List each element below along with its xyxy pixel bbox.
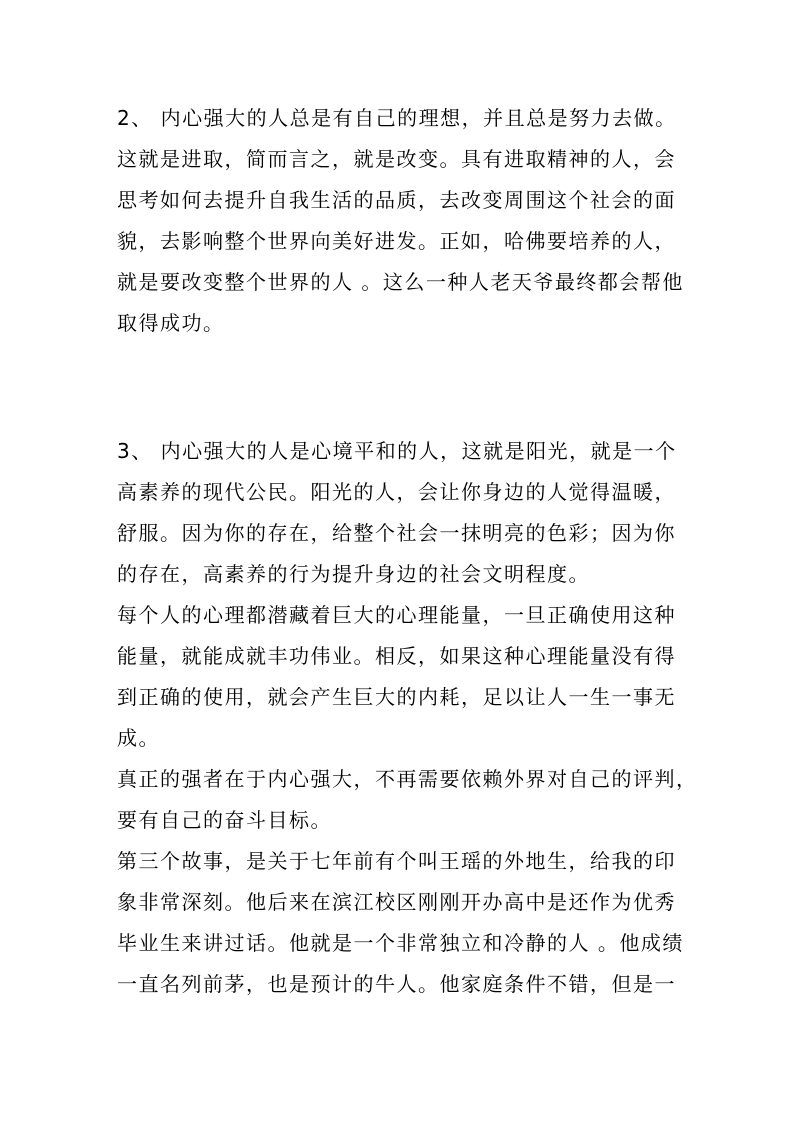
paragraph-2-line-5: 就是要改变整个世界的人 。这么一种人老天爷最终都会帮他 — [117, 270, 684, 294]
paragraph-story-line-3: 毕业生来讲过话。他就是一个非常独立和冷静的人 。他成绩 — [117, 931, 684, 955]
paragraph-3-line-4: 的存在，高素养的行为提升身边的社会文明程度。 — [117, 562, 590, 586]
paragraph-strong-line-2: 要有自己的奋斗目标。 — [117, 808, 332, 832]
paragraph-story-line-2: 象非常深刻。他后来在滨江校区刚刚开办高中是还作为优秀 — [117, 890, 676, 914]
paragraph-energy-line-4: 成。 — [117, 726, 160, 750]
paragraph-2-line-4: 貌，去影响整个世界向美好进发。正如，哈佛要培养的人， — [117, 229, 676, 253]
paragraph-2-line-6: 取得成功。 — [117, 311, 225, 335]
paragraph-2-line-2: 这就是进取，简而言之，就是改变。具有进取精神的人，会 — [117, 147, 676, 171]
paragraph-3-line-3: 舒服。因为你的存在，给整个社会一抹明亮的色彩；因为你 — [117, 521, 676, 545]
paragraph-2-line-3: 思考如何去提升自我生活的品质，去改变周围这个社会的面 — [117, 188, 676, 212]
paragraph-2-line-1: 2、 内心强大的人总是有自己的理想，并且总是努力去做。 — [117, 106, 677, 130]
paragraph-3-line-1: 3、 内心强大的人是心境平和的人，这就是阳光，就是一个 — [117, 439, 677, 463]
paragraph-3-line-2: 高素养的现代公民。阳光的人，会让你身边的人觉得温暖， — [117, 480, 676, 504]
paragraph-story-line-4: 一直名列前茅，也是预计的牛人。他家庭条件不错，但是一 — [117, 972, 676, 996]
paragraph-energy-line-3: 到正确的使用，就会产生巨大的内耗，足以让人一生一事无 — [117, 685, 676, 709]
paragraph-story-line-1: 第三个故事，是关于七年前有个叫王瑶的外地生，给我的印 — [117, 849, 676, 873]
paragraph-strong-line-1: 真正的强者在于内心强大，不再需要依赖外界对自己的评判， — [117, 767, 698, 791]
paragraph-energy-line-1: 每个人的心理都潜藏着巨大的心理能量，一旦正确使用这种 — [117, 603, 676, 627]
paragraph-energy-line-2: 能量，就能成就丰功伟业。相反，如果这种心理能量没有得 — [117, 644, 676, 668]
